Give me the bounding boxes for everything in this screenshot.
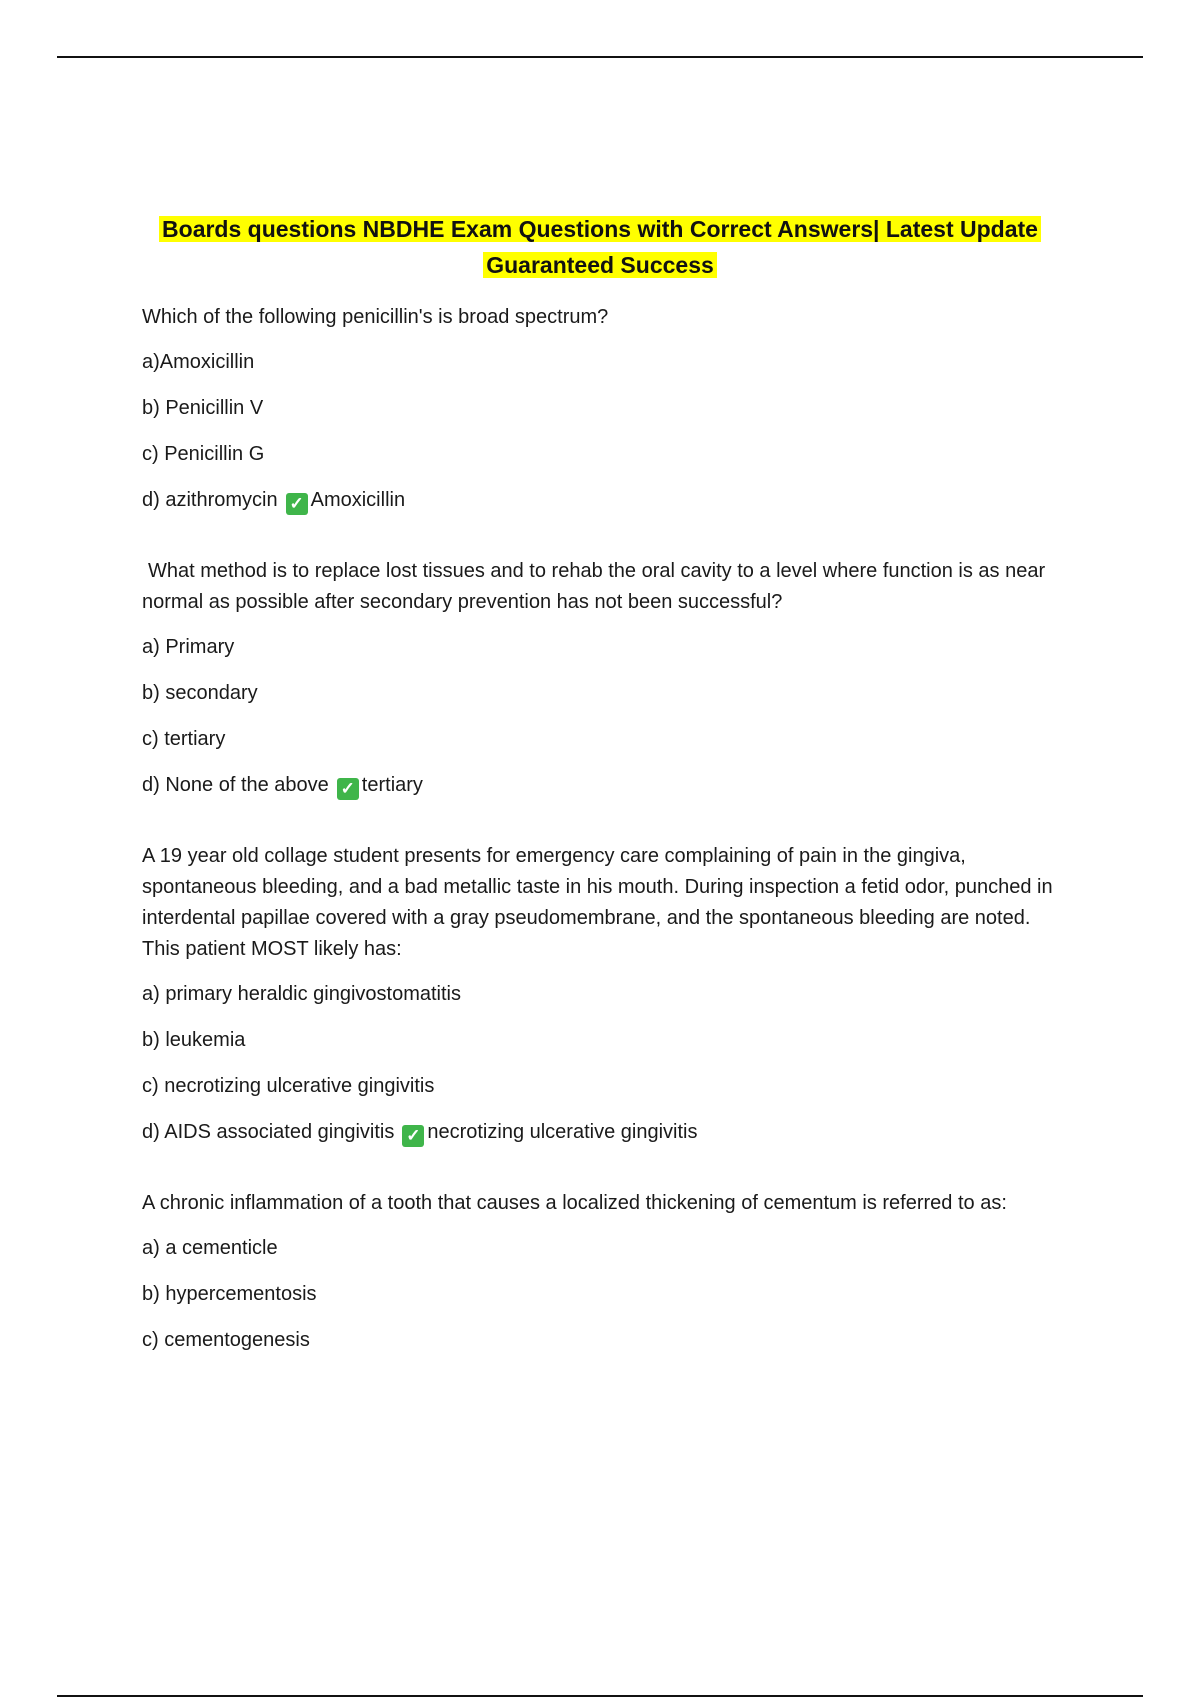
answer-option: b) Penicillin V [142, 397, 264, 419]
document-title [120, 211, 1080, 283]
answer-option: a) primary heraldic gingivostomatitis [142, 983, 462, 1005]
question-block [142, 841, 1062, 1147]
answer-option: b) hypercementosis [142, 1283, 317, 1305]
question-text: What method is to replace lost tissues and to rehab the oral cavity to a level where function is as near normal as possible after secondary prevention has not been successful? [142, 560, 1046, 613]
answer-option: a)Amoxicillin [142, 351, 255, 373]
correct-answer: tertiary [361, 774, 423, 796]
check-box-icon: ✓ [337, 778, 359, 800]
footer-rule [57, 1695, 1143, 1697]
header-rule [57, 56, 1143, 58]
answer-option-with-key [142, 1119, 1062, 1147]
answer-option: d) azithromycin [142, 489, 278, 511]
title-line-2: Guaranteed Success [483, 252, 717, 278]
answer-option: a) Primary [142, 636, 235, 658]
title-line-1: Boards questions NBDHE Exam Questions with Correct Answers| Latest Update [159, 216, 1041, 242]
answer-option: b) secondary [142, 682, 258, 704]
questions-list [142, 302, 1062, 1394]
question-block [142, 556, 1062, 800]
answer-option-with-key [142, 772, 1062, 800]
question-text: Which of the following penicillin's is broad spectrum? [142, 306, 609, 328]
answer-option: a) a cementicle [142, 1237, 278, 1259]
correct-answer: necrotizing ulcerative gingivitis [427, 1121, 698, 1143]
answer-option-with-key [142, 487, 1062, 515]
answer-option: c) tertiary [142, 728, 226, 750]
question-text: A chronic inflammation of a tooth that causes a localized thickening of cementum is referred to as: [142, 1192, 1007, 1214]
question-block [142, 1188, 1062, 1353]
answer-option: d) AIDS associated gingivitis [142, 1121, 395, 1143]
check-box-icon: ✓ [286, 493, 308, 515]
answer-option: d) None of the above [142, 774, 329, 796]
question-text: A 19 year old collage student presents for emergency care complaining of pain in the gingiva, spontaneous bleeding, and a bad metallic taste in his mouth. During inspection a fetid odor, punched in interdental papillae covered with a gray pseudomembrane, and the spontaneous bleeding are noted. This patient MOST likely has: [142, 845, 1053, 960]
correct-answer: Amoxicillin [310, 489, 406, 511]
check-box-icon: ✓ [402, 1125, 424, 1147]
question-block [142, 302, 1062, 515]
answer-option: b) leukemia [142, 1029, 246, 1051]
answer-option: c) cementogenesis [142, 1329, 310, 1351]
answer-option: c) necrotizing ulcerative gingivitis [142, 1075, 435, 1097]
answer-option: c) Penicillin G [142, 443, 265, 465]
